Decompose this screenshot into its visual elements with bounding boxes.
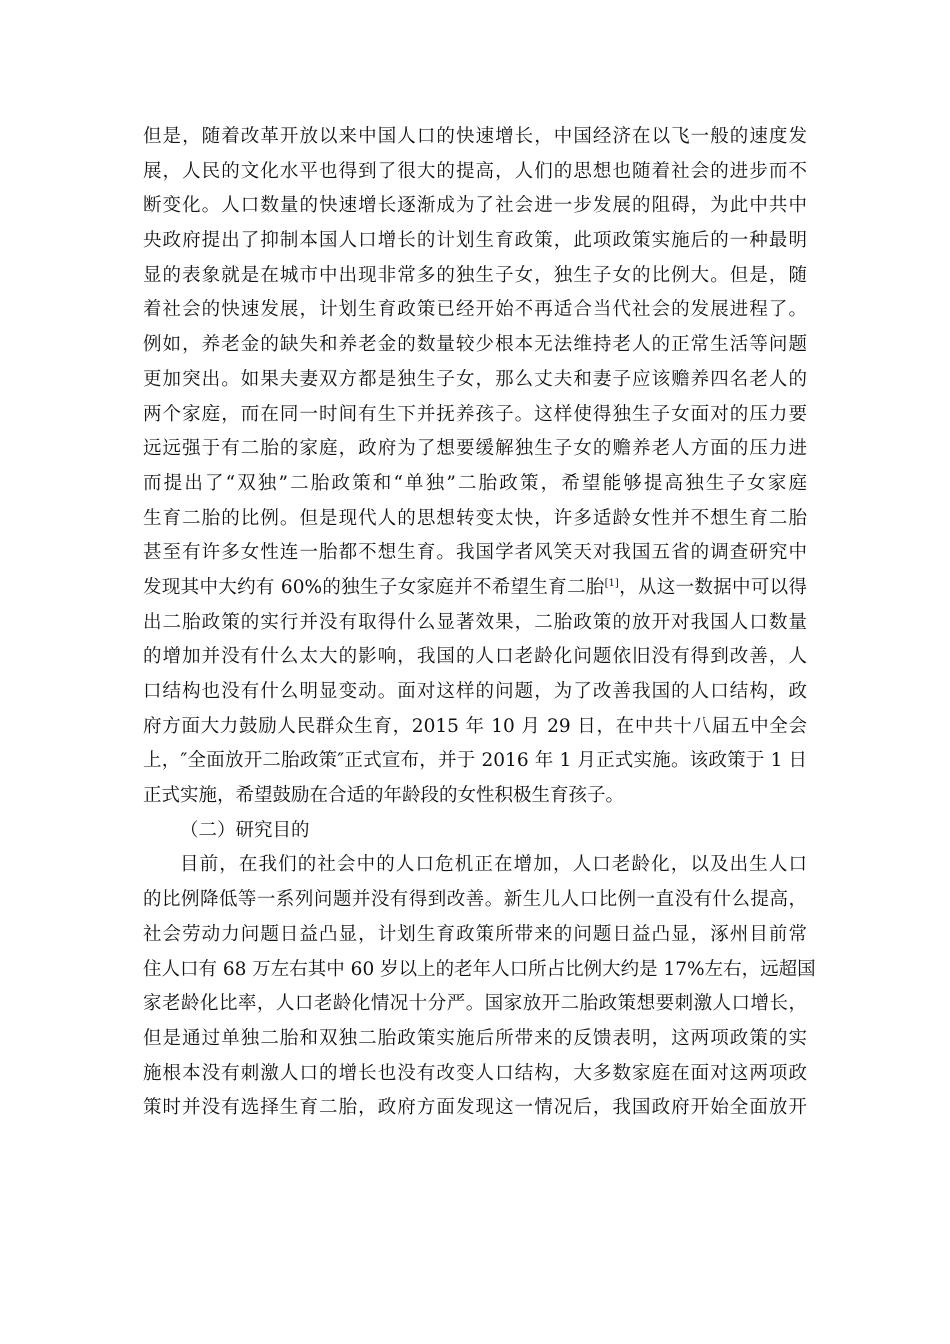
paragraph-line: 的增加并没有什么太大的影响，我国的人口老龄化问题依旧没有得到改善，人: [143, 646, 807, 668]
line-text: ，从这一数据中可以得: [618, 576, 807, 598]
paragraph-line: 府方面大力鼓励人民群众生育，2015 年 10 月 29 日，在中共十八届五中全会: [143, 715, 807, 737]
paragraph-line: 远远强于有二胎的家庭，政府为了想要缓解独生子女的赡养老人方面的压力进: [143, 438, 807, 460]
paragraph-line: 但是，随着改革开放以来中国人口的快速增长，中国经济在以飞一般的速度发: [143, 126, 807, 147]
paragraph-line: 例如，养老金的缺失和养老金的数量较少根本无法维持老人的正常生活等问题: [143, 334, 807, 356]
paragraph-line: 央政府提出了抑制本国人口增长的计划生育政策，此项政策实施后的一种最明: [143, 230, 807, 252]
paragraph-line: 展，人民的文化水平也得到了很大的提高，人们的思想也随着社会的进步而不: [143, 160, 807, 182]
paragraph-line: 上，″全面放开二胎政策″正式宣布，并于 2016 年 1 月正式实施。该政策于 1 日: [143, 750, 807, 772]
paragraph-line: 的比例降低等一系列问题并没有得到改善。新生儿人口比例一直没有什么提高，: [143, 889, 807, 911]
paragraph-line: 生育二胎的比例。但是现代人的思想转变太快，许多适龄女性并不想生育二胎: [143, 507, 807, 529]
section-heading: （二）研究目的: [180, 819, 310, 841]
citation-reference[interactable]: [1]: [604, 577, 619, 589]
paragraph-line: 而提出了“双独”二胎政策和“单独”二胎政策，希望能够提高独生子女家庭: [143, 472, 807, 494]
paragraph-line: 正式实施，希望鼓励在合适的年龄段的女性积极生育孩子。: [143, 785, 625, 807]
line-text: 发现其中大约有 60%的独生子女家庭并不希望生育二胎: [143, 576, 605, 598]
paragraph-line: 社会劳动力问题日益凸显，计划生育政策所带来的问题日益凸显，涿州目前常: [143, 923, 807, 945]
paragraph-line: 施根本没有刺激人口的增长也没有改变人口结构，大多数家庭在面对这两项政: [143, 1062, 807, 1084]
paragraph-line: 目前，在我们的社会中的人口危机正在增加，人口老龄化，以及出生人口: [180, 854, 807, 876]
paragraph-line: 住人口有 68 万左右其中 60 岁以上的老年人口所占比例大约是 17%左右，远超国: [143, 958, 816, 980]
paragraph-line: 更加突出。如果夫妻双方都是独生子女，那么丈夫和妻子应该赡养四名老人的: [143, 368, 807, 390]
paragraph-line: 断变化。人口数量的快速增长逐渐成为了社会进一步发展的阻碍，为此中共中: [143, 195, 807, 217]
paragraph-line: 策时并没有选择生育二胎，政府方面发现这一情况后，我国政府开始全面放开: [143, 1097, 807, 1119]
paragraph-line: 家老龄化比率，人口老龄化情况十分严。国家放开二胎政策想要刺激人口增长，: [143, 993, 807, 1015]
paragraph-line: 出二胎政策的实行并没有取得什么显著效果，二胎政策的放开对我国人口数量: [143, 611, 807, 633]
paragraph-line: 显的表象就是在城市中出现非常多的独生子女，独生子女的比例大。但是，随: [143, 264, 807, 286]
paragraph-line-with-citation: [143, 571, 807, 606]
paragraph-line: 口结构也没有什么明显变动。面对这样的问题，为了改善我国的人口结构，政: [143, 681, 807, 702]
paragraph-line: 甚至有许多女性连一胎都不想生育。我国学者风笑天对我国五省的调查研究中: [143, 542, 807, 564]
paragraph-background: [143, 120, 816, 1126]
paragraph-line: 两个家庭，而在同一时间有生下并抚养孩子。这样使得独生子女面对的压力要: [143, 403, 807, 425]
paragraph-line: 但是通过单独二胎和双独二胎政策实施后所带来的反馈表明，这两项政策的实: [143, 1027, 807, 1049]
paragraph-line: 着社会的快速发展，计划生育政策已经开始不再适合当代社会的发展进程了。: [143, 299, 807, 321]
